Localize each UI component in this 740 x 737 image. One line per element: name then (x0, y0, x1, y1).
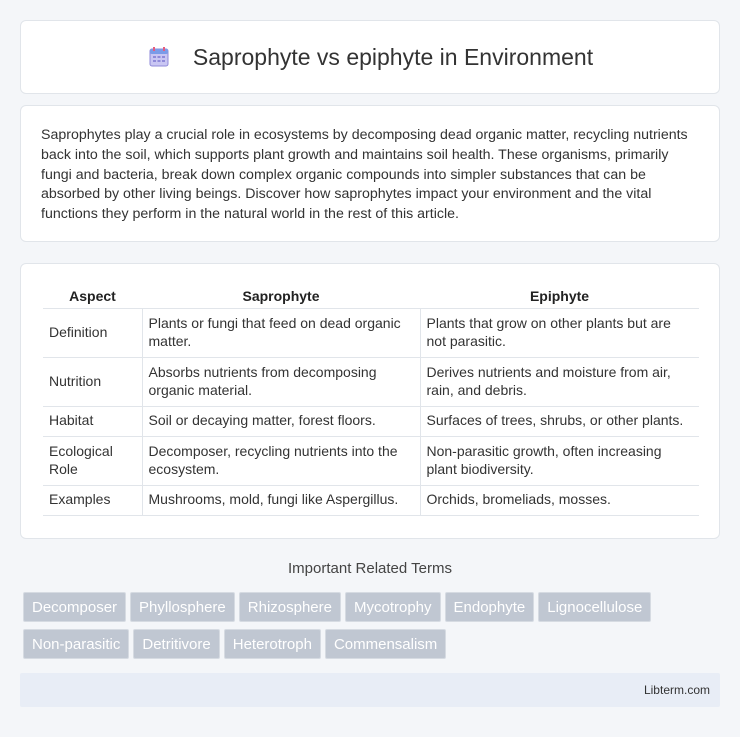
tag-non-parasitic[interactable]: Non-parasitic (23, 629, 129, 659)
related-terms-title: Important Related Terms (288, 560, 452, 577)
tag-detritivore[interactable]: Detritivore (133, 629, 219, 659)
row-saprophyte: Absorbs nutrients from decomposing organic material. (142, 357, 420, 406)
related-tags (23, 592, 723, 666)
table-row (43, 357, 699, 406)
tag-heterotroph[interactable]: Heterotroph (224, 629, 321, 659)
tag-decomposer[interactable]: Decomposer (23, 592, 126, 622)
intro-text: Saprophytes play a crucial role in ecosystems by decomposing dead organic matter, recycling nutrients back into the soil, which supports plant growth and maintains soil health. These organisms, primarily fungi and bacteria, break down complex organic compounds into simpler substances that can be absorbed by other living beings. Discover how saprophytes impact your environment and the vital functions they perform in the natural world in the rest of this article. (41, 127, 688, 223)
tag-phyllosphere[interactable]: Phyllosphere (130, 592, 235, 622)
tag-commensalism[interactable]: Commensalism (325, 629, 446, 659)
footer-site-link[interactable]: Libterm.com (643, 683, 710, 697)
row-epiphyte: Orchids, bromeliads, mosses. (420, 485, 699, 515)
table-header-row (43, 285, 699, 308)
table-row (43, 485, 699, 515)
row-saprophyte: Decomposer, recycling nutrients into the ecosystem. (142, 436, 420, 485)
row-aspect: Habitat (43, 406, 142, 436)
intro-card (20, 105, 720, 242)
row-saprophyte: Soil or decaying matter, forest floors. (142, 406, 420, 436)
header-aspect: Aspect (43, 285, 142, 308)
title-card (20, 20, 720, 94)
comparison-table (43, 285, 699, 516)
header-epiphyte: Epiphyte (420, 285, 699, 308)
row-aspect: Nutrition (43, 357, 142, 406)
row-epiphyte: Derives nutrients and moisture from air, rain, and debris. (420, 357, 699, 406)
row-epiphyte: Non-parasitic growth, often increasing plant biodiversity. (420, 436, 699, 485)
row-aspect: Ecological Role (43, 436, 142, 485)
comparison-table-card (20, 263, 720, 539)
row-epiphyte: Surfaces of trees, shrubs, or other plants. (420, 406, 699, 436)
table-row (43, 436, 699, 485)
tag-lignocellulose[interactable]: Lignocellulose (538, 592, 651, 622)
row-saprophyte: Plants or fungi that feed on dead organic matter. (142, 308, 420, 357)
footer (20, 673, 720, 707)
calendar-icon (147, 45, 171, 69)
header-saprophyte: Saprophyte (142, 285, 420, 308)
tag-mycotrophy[interactable]: Mycotrophy (345, 592, 441, 622)
page-title: Saprophyte vs epiphyte in Environment (192, 43, 594, 70)
table-row (43, 406, 699, 436)
table-row (43, 308, 699, 357)
row-epiphyte: Plants that grow on other plants but are not parasitic. (420, 308, 699, 357)
row-saprophyte: Mushrooms, mold, fungi like Aspergillus. (142, 485, 420, 515)
row-aspect: Definition (43, 308, 142, 357)
tag-rhizosphere[interactable]: Rhizosphere (239, 592, 341, 622)
tag-endophyte[interactable]: Endophyte (445, 592, 535, 622)
row-aspect: Examples (43, 485, 142, 515)
